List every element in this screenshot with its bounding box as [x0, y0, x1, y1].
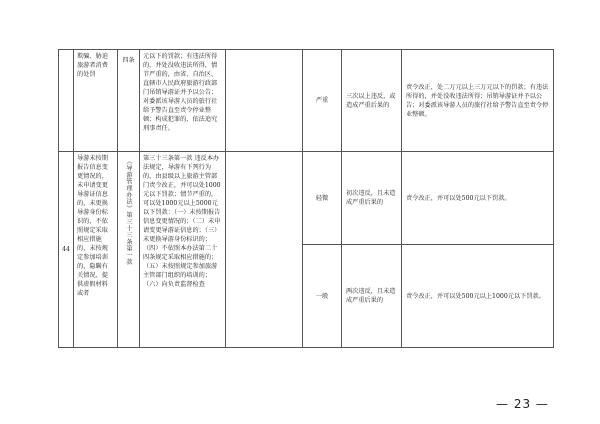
severity-level-cell: 严重: [303, 50, 342, 152]
violation-description-cell: 欺骗、胁迫旅游者消费的处罚: [74, 50, 118, 152]
legal-text-cell: 元以下的罚款；有违法所得的，并处没收违法所得，情节严重的，由省、自治区、直辖市人民政府旅游行政部门吊销导游证并予以公告；对委派该导游人员的旅行社给予警告直至责令停业整顿；构成犯罪的，依法追究刑事责任。: [140, 50, 226, 152]
circumstance-cell: 三次以上违反，或造成严重后果的: [342, 50, 402, 152]
empty-cell: [226, 152, 303, 348]
penalty-standard-cell: 责令改正，处二万元以上三万元以下的罚款；有违法所得的，并处没收违法所得；吊销导游证并予以公告；对委派该导游人员的旅行社给予警告直至责令停业整顿。: [402, 50, 554, 152]
legal-basis-text: 《导游管理办法》第三十三条第一款: [125, 158, 132, 266]
row-number-cell: 44: [59, 152, 74, 348]
row-number-cell: [59, 50, 74, 152]
violation-description-cell: 导游未按期报告信息变更情况的，未申请变更导游证信息的，未更换导游身份标识的，不依照规定采取相应措施的，未按规定参加培训的，隐瞒有关情况、提供虚假材料或者: [74, 152, 118, 348]
circumstance-cell: 两次违反，且未造成严重后果的: [342, 245, 402, 348]
penalty-standard-cell: 责令改正，并可以处500元以下罚款。: [402, 152, 554, 245]
regulation-table: [58, 49, 554, 348]
circumstance-cell: 初次违反，且未造成严重后果的: [342, 152, 402, 245]
legal-basis-cell: 四条: [118, 50, 140, 152]
page-number: — 23 —: [496, 397, 549, 411]
table-row: [59, 50, 554, 152]
severity-level-cell: 一般: [303, 245, 342, 348]
penalty-standard-cell: 责令改正，并可以处500元以上1000元以下罚款。: [402, 245, 554, 348]
severity-level-cell: 轻微: [303, 152, 342, 245]
empty-cell: [226, 50, 303, 152]
legal-text-cell: 第三十三条第一款 违反本办法规定，导游有下列行为的，由县级以上旅游主管部门责令改正，并可以处1000元以下罚款；情节严重的，可以处1000元以上5000元以下罚款：（一）未按期报告信息变更情况的；（二）未申请变更导游证信息的；（三）未更换导游身份标识的；（四）不依照本办法第二十四条规定采取相应措施的；（五）未按照规定参加旅游主管部门组织的培训的；（六）向负责监督检查: [140, 152, 226, 348]
legal-basis-cell: [118, 152, 140, 348]
table-row: [59, 152, 554, 245]
